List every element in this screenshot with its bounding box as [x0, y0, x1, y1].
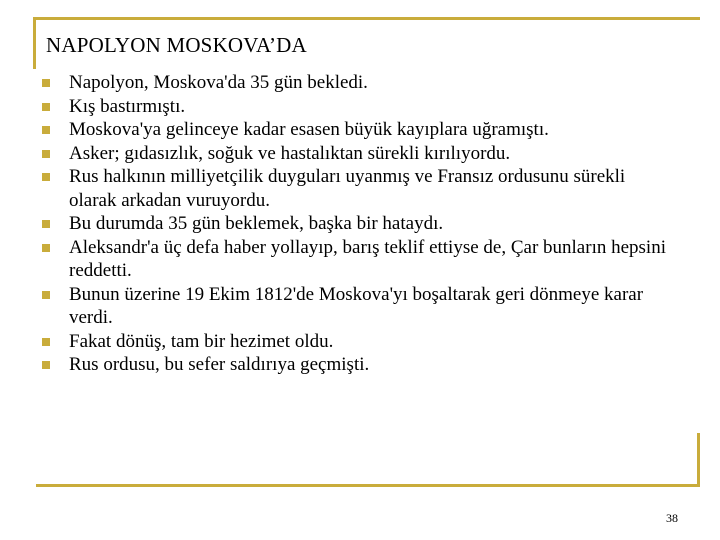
bullet-item [42, 165, 672, 212]
square-bullet-icon [42, 150, 50, 158]
bullet-text: Bu durumda 35 gün beklemek, başka bir hataydı. [69, 213, 444, 234]
bullet-text: Moskova'ya gelinceye kadar esasen büyük kayıplara uğramıştı. [69, 119, 549, 140]
bullet-text: Rus halkının milliyetçilik duyguları uyanmış ve Fransız ordusunu sürekli olarak arkadan vuruyordu. [69, 166, 626, 211]
bullet-text: Napolyon, Moskova'da 35 gün bekledi. [69, 72, 368, 93]
square-bullet-icon [42, 244, 50, 252]
frame-bottom-rule [36, 484, 700, 487]
square-bullet-icon [42, 103, 50, 111]
bullet-text: Rus ordusu, bu sefer saldırıya geçmişti. [69, 354, 370, 375]
frame-left-rule [33, 17, 36, 69]
square-bullet-icon [42, 79, 50, 87]
bullet-item [42, 212, 672, 236]
bullet-item [42, 95, 672, 119]
bullet-item [42, 330, 672, 354]
bullet-text: Aleksandr'a üç defa haber yollayıp, barış teklif ettiyse de, Çar bunların hepsini reddetti. [69, 236, 666, 281]
bullet-item [42, 353, 672, 377]
bullet-text: Kış bastırmıştı. [69, 95, 186, 117]
square-bullet-icon [42, 291, 50, 299]
slide-title: NAPOLYON MOSKOVA’DA [46, 33, 307, 57]
square-bullet-icon [42, 220, 50, 228]
frame-right-rule [697, 433, 700, 487]
frame-top-rule [33, 17, 700, 20]
square-bullet-icon [42, 126, 50, 134]
bullet-list [42, 71, 672, 377]
square-bullet-icon [42, 173, 50, 181]
bullet-text: Fakat dönüş, tam bir hezimet oldu. [69, 330, 334, 352]
square-bullet-icon [42, 338, 50, 346]
bullet-item [42, 71, 672, 95]
bullet-text: Asker; gıdasızlık, soğuk ve hastalıktan sürekli kırılıyordu. [69, 142, 511, 164]
square-bullet-icon [42, 361, 50, 369]
bullet-item [42, 142, 672, 166]
page-number: 38 [666, 511, 678, 525]
bullet-item [42, 236, 672, 283]
bullet-item [42, 283, 672, 330]
bullet-item [42, 118, 672, 142]
bullet-text: Bunun üzerine 19 Ekim 1812'de Moskova'yı boşaltarak geri dönmeye karar verdi. [69, 283, 644, 328]
